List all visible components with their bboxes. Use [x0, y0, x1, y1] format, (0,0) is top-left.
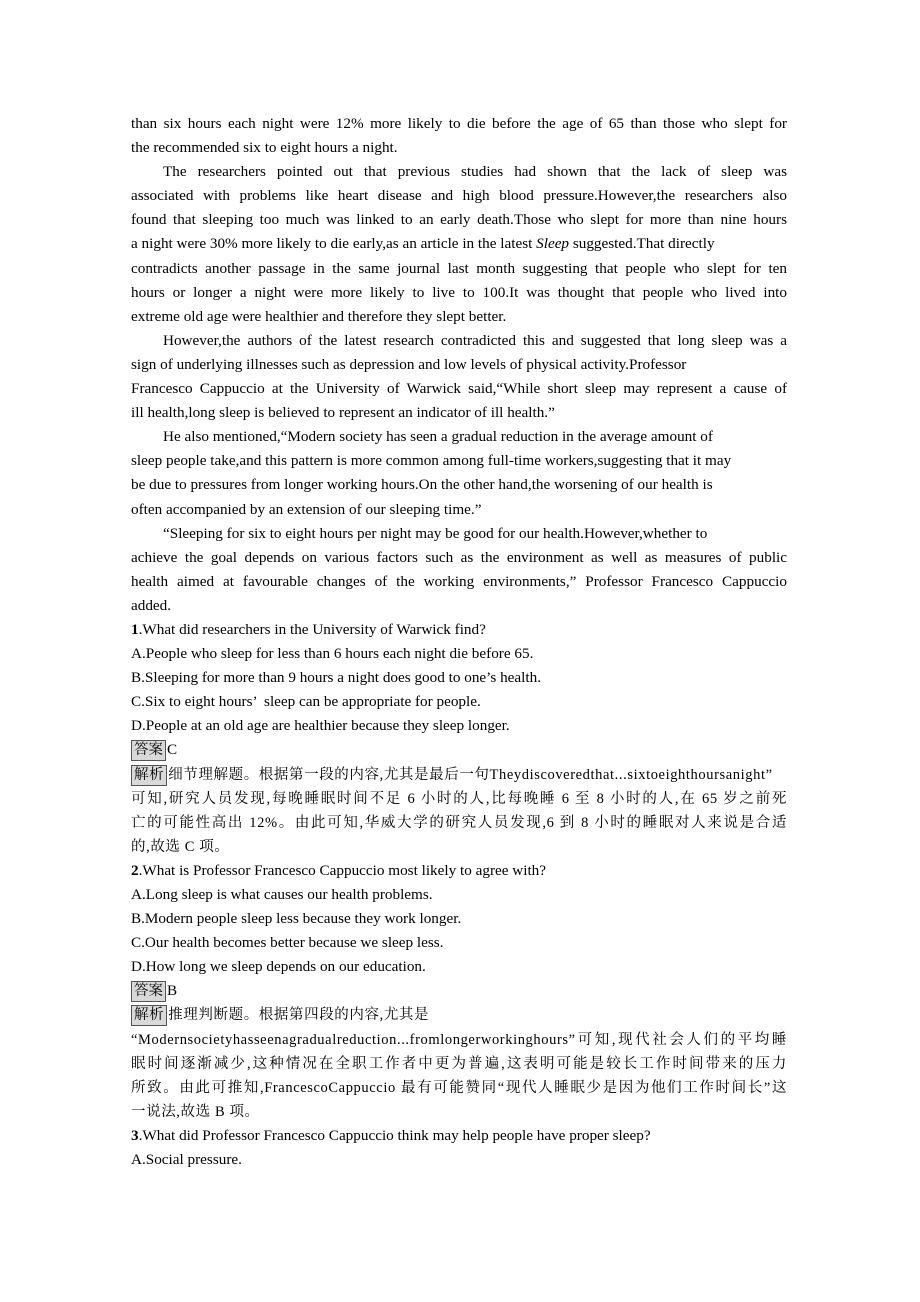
passage-paragraph-3	[131, 329, 787, 425]
question-3	[131, 1124, 787, 1172]
answer-value: B	[167, 982, 178, 1000]
answer-value: C	[167, 741, 178, 759]
analysis-line: 所致。由此可推知,FrancescoCappuccio 最有可能赞同“现代人睡眠少是因为他们工作时间长”这	[131, 1079, 787, 1096]
text-line: hours or longer a night were more likely to live to 100.It was thought that people who lived into	[131, 283, 787, 301]
text-line: be due to pressures from longer working hours.On the other hand,the worsening of our health is	[131, 476, 713, 494]
text-line: The researchers pointed out that previous studies had shown that the lack of sleep was	[163, 163, 787, 181]
option-b: B.Sleeping for more than 9 hours a night does good to one’s health.	[131, 669, 541, 687]
text-line: health aimed at favourable changes of the working environments,” Professor Francesco Cappuccio	[131, 572, 787, 590]
analysis-line: 可知,研究人员发现,每晚睡眠时间不足 6 小时的人,比每晚睡 6 至 8 小时的人,在 65 岁之前死	[131, 790, 787, 807]
text-line: extreme old age were healthier and therefore they slept better.	[131, 307, 507, 325]
text-line: He also mentioned,“Modern society has seen a gradual reduction in the average amount of	[163, 428, 713, 446]
text-line: sleep people take,and this pattern is more common among full-time workers,suggesting that it may	[131, 452, 732, 470]
question-text: .What is Professor Francesco Cappuccio most likely to agree with?	[138, 861, 547, 879]
option-d: D.How long we sleep depends on our education.	[131, 958, 426, 976]
question-text: .What did Professor Francesco Cappuccio think may help people have proper sleep?	[138, 1126, 651, 1144]
text-line: found that sleeping too much was linked to an early death.Those who slept for more than nine hours	[131, 211, 787, 229]
analysis-line: “Modernsocietyhasseenagradualreduction...fromlongerworkinghours”可知,现代社会人们的平均睡	[131, 1031, 787, 1048]
analysis-label-box: 解析	[131, 1005, 167, 1026]
question-stem	[131, 859, 787, 883]
analysis-text: 细节理解题。根据第一段的内容,尤其是最后一句Theydiscoveredthat...sixtoeighthoursanight”	[168, 766, 773, 783]
text-run: suggested.That directly	[569, 235, 715, 253]
text-line: However,the authors of the latest research contradicted this and suggested that long sleep was a	[163, 331, 787, 349]
journal-title: Sleep	[536, 235, 570, 253]
passage-paragraph-5	[131, 522, 787, 618]
analysis-line: 一说法,故选 B 项。	[131, 1103, 260, 1120]
analysis-text: 推理判断题。根据第四段的内容,尤其是	[168, 1007, 430, 1024]
question-2	[131, 859, 787, 1124]
analysis-line	[131, 1003, 787, 1027]
text-run: a night were 30% more likely to die early,as an article in the latest	[131, 235, 537, 253]
text-line	[131, 232, 787, 256]
text-line: often accompanied by an extension of our sleeping time.”	[131, 500, 482, 518]
option-c: C.Our health becomes better because we sleep less.	[131, 934, 444, 952]
passage-paragraph-4	[131, 425, 787, 521]
analysis-line: 眠时间逐渐减少,这种情况在全职工作者中更为普遍,这表明可能是较长工作时间带来的压力	[131, 1055, 787, 1072]
question-stem	[131, 618, 787, 642]
text-line: “Sleeping for six to eight hours per night may be good for our health.However,whether to	[163, 524, 708, 542]
option-a: A.Long sleep is what causes our health problems.	[131, 886, 433, 903]
question-number: 1	[131, 620, 139, 638]
question-text: .What did researchers in the University of Warwick find?	[138, 620, 486, 638]
question-1	[131, 618, 787, 859]
text-line: sign of underlying illnesses such as depression and low levels of physical activity.Professor	[131, 355, 687, 373]
text-line: the recommended six to eight hours a night.	[131, 139, 398, 157]
text-line: achieve the goal depends on various factors such as the environment as well as measures of public	[131, 548, 787, 566]
question-number: 3	[131, 1126, 139, 1144]
question-number: 2	[131, 861, 139, 879]
text-line: Francesco Cappuccio at the University of Warwick said,“While short sleep may represent a cause of	[131, 380, 787, 398]
document-page	[131, 112, 787, 1172]
text-line: ill health,long sleep is believed to represent an indicator of ill health.”	[131, 404, 555, 422]
passage-paragraph-2	[131, 160, 787, 329]
option-c: C.Six to eight hours’ sleep can be appropriate for people.	[131, 693, 481, 711]
analysis-line	[131, 763, 787, 787]
analysis-line: 亡的可能性高出 12%。由此可知,华威大学的研究人员发现,6 到 8 小时的睡眠对人来说是合适	[131, 814, 787, 831]
option-b: B.Modern people sleep less because they work longer.	[131, 910, 462, 928]
answer-label-box: 答案	[131, 740, 166, 761]
option-a: A.People who sleep for less than 6 hours each night die before 65.	[131, 645, 534, 663]
passage-paragraph-1	[131, 112, 787, 160]
question-stem	[131, 1124, 787, 1148]
text-line: than six hours each night were 12% more likely to die before the age of 65 than those who slept for	[131, 115, 787, 132]
text-line: added.	[131, 596, 172, 614]
answer-line	[131, 738, 787, 762]
option-a: A.Social pressure.	[131, 1151, 242, 1169]
analysis-label-box: 解析	[131, 765, 167, 786]
answer-label-box: 答案	[131, 981, 166, 1002]
answer-line	[131, 979, 787, 1003]
analysis-line: 的,故选 C 项。	[131, 838, 230, 855]
text-line: contradicts another passage in the same journal last month suggesting that people who slept for ten	[131, 259, 787, 277]
text-line: associated with problems like heart disease and high blood pressure.However,the researchers also	[131, 187, 787, 205]
option-d: D.People at an old age are healthier because they sleep longer.	[131, 717, 510, 735]
